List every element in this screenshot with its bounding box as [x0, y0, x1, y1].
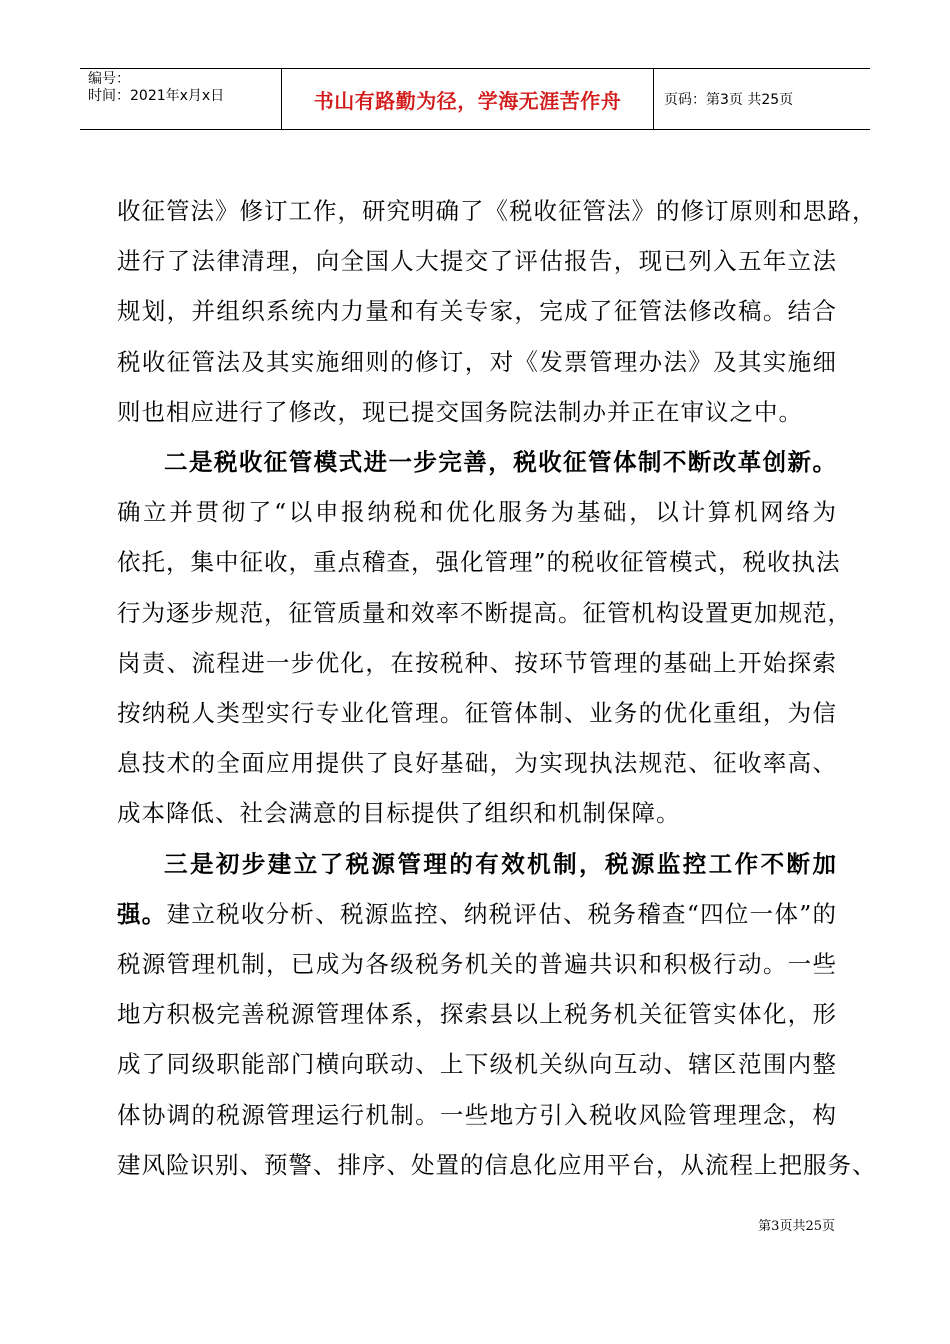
text-line: 成了同级职能部门横向联动、上下级机关纵向互动、辖区范围内整 — [117, 1050, 837, 1079]
text-line: 息技术的全面应用提供了良好基础，为实现执法规范、征收率高、 — [117, 749, 837, 778]
serial-number-label: 编号： — [88, 71, 130, 87]
section-heading-2: 二是税收征管模式进一步完善，税收征管体制不断改革创新。 — [164, 448, 837, 477]
header-motto: 书山有路勤为径，学海无涯苦作舟 — [282, 69, 654, 129]
text-line: 税收征管法及其实施细则的修订，对《发票管理办法》及其实施细 — [117, 347, 837, 376]
text-line: 进行了法律清理，向全国人大提交了评估报告，现已列入五年立法 — [117, 247, 837, 276]
text-line: 成本降低、社会满意的目标提供了组织和机制保障。 — [117, 799, 681, 828]
document-body — [117, 186, 877, 1190]
page-header — [80, 68, 870, 130]
text-line: 规划，并组织系统内力量和有关专家，完成了征管法修改稿。结合 — [117, 297, 837, 326]
text-line: 收征管法》修订工作，研究明确了《税收征管法》的修订原则和思路， — [117, 197, 877, 225]
header-meta — [80, 69, 282, 129]
text-line: 税源管理机制，已成为各级税务机关的普遍共识和积极行动。一些 — [117, 950, 837, 979]
text-line: 地方积极完善税源管理体系，探索县以上税务机关征管实体化，形 — [117, 1000, 837, 1029]
header-page-info: 页码：第3页 共25页 — [664, 92, 794, 108]
text-line: 体协调的税源管理运行机制。一些地方引入税收风险管理理念，构 — [117, 1100, 837, 1129]
date-label: 时间：2021年x月x日 — [88, 88, 225, 104]
text-line: 行为逐步规范，征管质量和效率不断提高。征管机构设置更加规范， — [117, 598, 852, 627]
page-footer: 第3页共25页 — [758, 1219, 835, 1234]
text-line: 确立并贯彻了“以申报纳税和优化服务为基础，以计算机网络为 — [117, 498, 837, 527]
section-heading-3-tail: 强。 — [117, 899, 167, 928]
text-line-mixed — [117, 889, 837, 939]
text-line: 建风险识别、预警、排序、处置的信息化应用平台，从流程上把服务、 — [117, 1150, 877, 1179]
text-line: 依托，集中征收，重点稽查，强化管理”的税收征管模式，税收执法 — [117, 548, 841, 577]
text-line: 岗责、流程进一步优化，在按税种、按环节管理的基础上开始探索 — [117, 648, 837, 677]
text-line: 按纳税人类型实行专业化管理。征管体制、业务的优化重组，为信 — [117, 699, 837, 728]
text-span: 建立税收分析、税源监控、纳税评估、税务稽查“四位一体”的 — [166, 899, 838, 928]
text-line: 则也相应进行了修改，现已提交国务院法制办并正在审议之中。 — [117, 397, 803, 426]
section-heading-3: 三是初步建立了税源管理的有效机制，税源监控工作不断加 — [164, 849, 837, 878]
